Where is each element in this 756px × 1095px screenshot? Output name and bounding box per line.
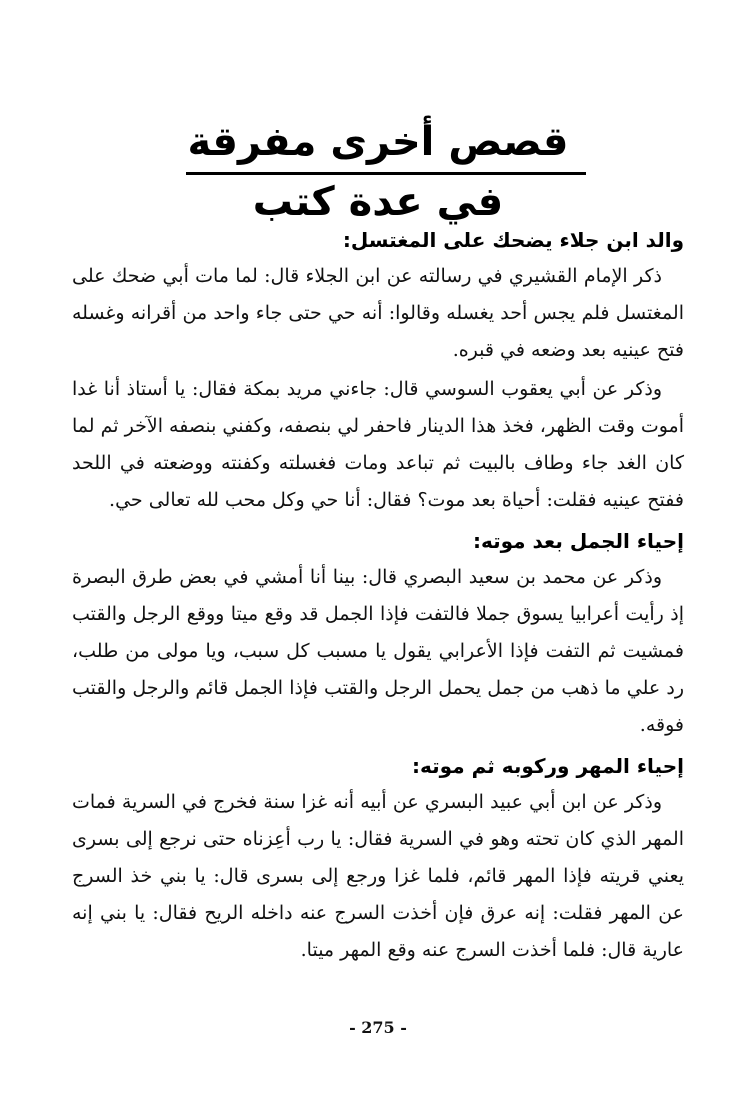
- section-3-paragraph-1: وذكر عن ابن أبي عبيد البسري عن أبيه أنه غزا سنة فخرج في السرية فمات المهر الذي كان تحته وهو في السرية فقال: يا رب أعِزناه حتى نرجع إلى بسرى يعني قريته فإذا المهر قائم، فلما غزا ورجع إلى بسرى قال: يا بني خذ السرج عن المهر فقلت: إنه عرق فإن أخذت السرج عنه داخله الريح فقال: يا بني إنه عارية قال: فلما أخذت السرج عنه وقع المهر ميتا.: [72, 791, 684, 961]
- section-2-paragraph-1: وذكر عن محمد بن سعيد البصري قال: بينا أنا أمشي في بعض طرق البصرة إذ رأيت أعرابيا يسوق جملا فالتفت فإذا الجمل قد وقع ميتا ووقع الرجل والقتب فمشيت ثم التفت فإذا الأعرابي يقول يا مسبب كل سبب، ويا مولى من طلب، رد علي ما ذهب من جمل يحمل الرجل والقتب فإذا الجمل قائم والرجل والقتب فوقه.: [72, 566, 684, 736]
- section-1-paragraph-2: وذكر عن أبي يعقوب السوسي قال: جاءني مريد بمكة فقال: يا أستاذ أنا غدا أموت وقت الظهر، فخذ هذا الدينار فاحفر لي بنصفه، وكفني بنصفه الآخر ثم لما كان الغد جاء وطاف بالبيت ثم تباعد ومات فغسلته وكفنته ووضعته في اللحد ففتح عينيه فقلت: أحياة بعد موت؟ فقال: أنا حي وكل محب لله تعالى حي.: [72, 378, 684, 511]
- section-heading-2: إحياء الجمل بعد موته:: [472, 529, 684, 553]
- main-content: [72, 222, 684, 969]
- title-underline: [186, 172, 586, 175]
- section-heading-1: والد ابن جلاء يضحك على المغتسل:: [342, 228, 684, 252]
- page-number: - 275 -: [349, 1018, 407, 1037]
- section-heading-3: إحياء المهر وركوبه ثم موته:: [412, 754, 684, 778]
- section-1-paragraph-1: ذكر الإمام القشيري في رسالته عن ابن الجلاء قال: لما مات أبي ضحك على المغتسل فلم يجس أحد يغسله وقالوا: أنه حي حتى جاء واحد من أقرانه وغسله فتح عينيه بعد وضعه في قبره.: [72, 265, 684, 361]
- page-title: قصص أخرى مفرقة في عدة كتب: [187, 119, 569, 225]
